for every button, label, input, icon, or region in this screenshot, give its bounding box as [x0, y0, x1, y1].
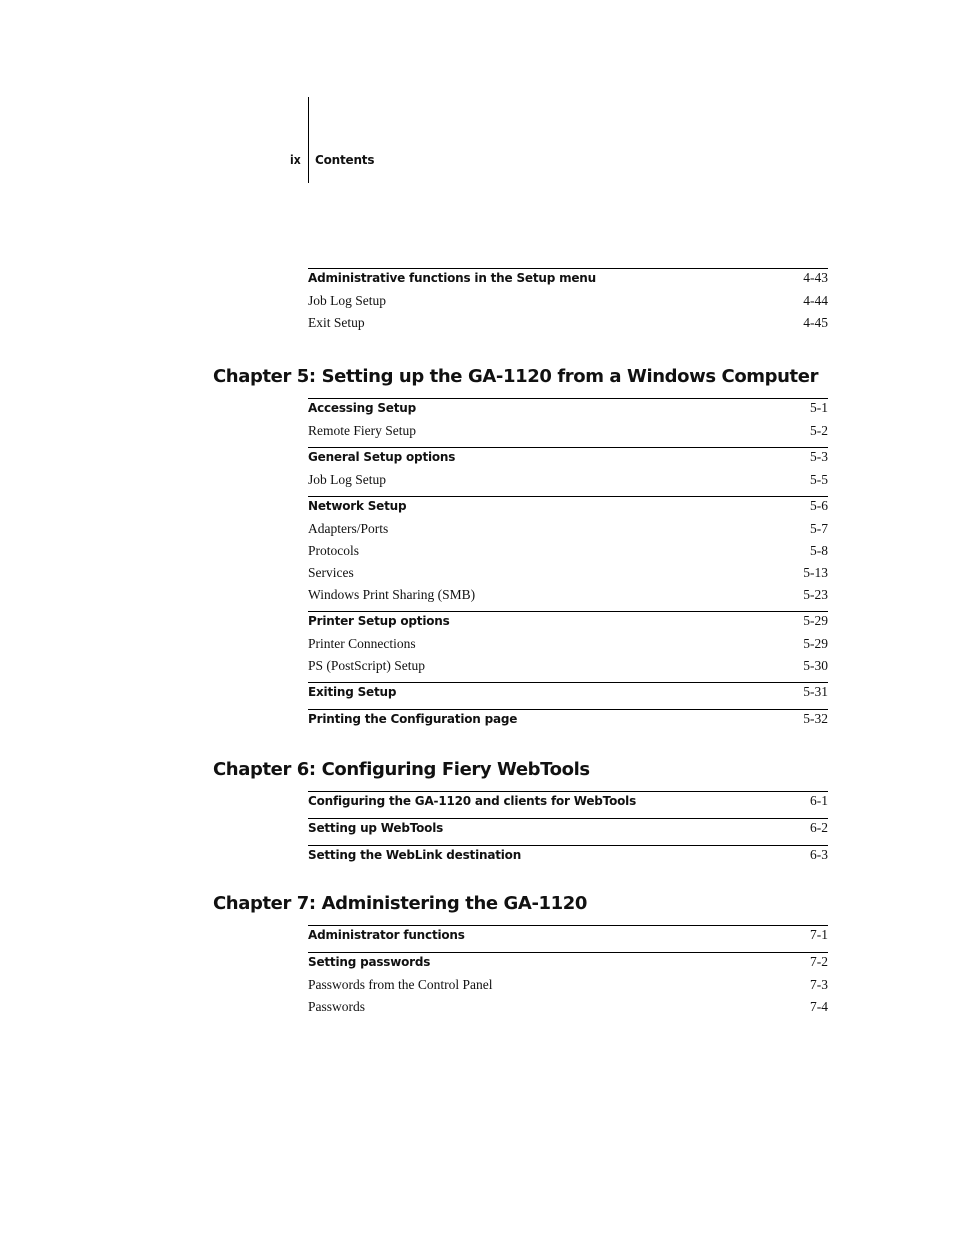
toc-subentry-page: 5-29 — [803, 636, 828, 651]
toc-subentry-page: 5-8 — [810, 543, 828, 558]
chapter-7-heading: Chapter 7: Administering the GA-1120 — [213, 893, 588, 914]
toc-subentry-title: Services — [308, 565, 354, 580]
toc-group — [308, 611, 828, 677]
toc-entry[interactable] — [308, 792, 828, 813]
toc-entry-title: Setting the WebLink destination — [308, 848, 522, 862]
toc-entry[interactable] — [308, 497, 828, 518]
toc-subentry-title: Windows Print Sharing (SMB) — [308, 587, 476, 602]
toc-subentry[interactable] — [308, 633, 828, 655]
toc-subentry[interactable] — [308, 312, 828, 334]
toc-subentry-title: Remote Fiery Setup — [308, 423, 416, 438]
toc-section-chapter-7 — [308, 925, 828, 1023]
toc-group — [308, 447, 828, 491]
toc-entry-title: General Setup options — [308, 450, 456, 464]
toc-subentry-title: PS (PostScript) Setup — [308, 658, 426, 673]
toc-section-chapter-6 — [308, 791, 828, 872]
toc-subentry-page: 4-45 — [803, 315, 828, 330]
toc-entry-page: 5-6 — [810, 498, 828, 513]
toc-entry-title: Administrative functions in the Setup menu — [308, 271, 596, 285]
toc-subentry-title: Adapters/Ports — [308, 521, 389, 536]
toc-entry-title: Exiting Setup — [308, 685, 397, 699]
toc-entry-page: 6-2 — [810, 820, 828, 835]
toc-group — [308, 398, 828, 442]
toc-entry-page: 4-43 — [803, 270, 828, 285]
toc-group — [308, 496, 828, 606]
toc-entry[interactable] — [308, 269, 828, 290]
toc-entry[interactable] — [308, 846, 828, 867]
toc-subentry-page: 4-44 — [803, 293, 828, 308]
toc-subentry-page: 5-7 — [810, 521, 828, 536]
toc-entry-page: 7-1 — [810, 927, 828, 942]
toc-entry[interactable] — [308, 683, 828, 704]
running-header — [280, 97, 480, 183]
toc-group — [308, 682, 828, 704]
toc-entry-page: 5-1 — [810, 400, 828, 415]
header-divider — [308, 97, 309, 183]
toc-entry[interactable] — [308, 819, 828, 840]
toc-subentry-title: Job Log Setup — [308, 472, 387, 487]
toc-entry-title: Setting up WebTools — [308, 821, 444, 835]
toc-entry[interactable] — [308, 612, 828, 633]
toc-group — [308, 818, 828, 840]
toc-subentry-title: Passwords from the Control Panel — [308, 977, 493, 992]
toc-subentry-title: Passwords — [308, 999, 366, 1014]
toc-group — [308, 709, 828, 731]
toc-subentry[interactable] — [308, 655, 828, 677]
toc-entry-title: Configuring the GA-1120 and clients for WebTools — [308, 794, 637, 808]
toc-entry-title: Printer Setup options — [308, 614, 450, 628]
toc-subentry-page: 7-4 — [810, 999, 828, 1014]
toc-entry-page: 6-3 — [810, 847, 828, 862]
toc-group — [308, 952, 828, 1018]
toc-subentry-title: Job Log Setup — [308, 293, 387, 308]
toc-subentry-page: 5-2 — [810, 423, 828, 438]
header-title: Contents — [315, 153, 375, 167]
toc-group — [308, 268, 828, 334]
toc-entry-page: 5-3 — [810, 449, 828, 464]
toc-entry-title: Printing the Configuration page — [308, 712, 518, 726]
chapter-6-heading: Chapter 6: Configuring Fiery WebTools — [213, 759, 590, 780]
toc-entry[interactable] — [308, 399, 828, 420]
toc-group — [308, 845, 828, 867]
toc-entry-title: Setting passwords — [308, 955, 431, 969]
toc-entry-page: 6-1 — [810, 793, 828, 808]
toc-entry[interactable] — [308, 448, 828, 469]
toc-subentry[interactable] — [308, 469, 828, 491]
toc-subentry-title: Printer Connections — [308, 636, 416, 651]
toc-entry-page: 5-31 — [803, 684, 828, 699]
toc-entry-page: 7-2 — [810, 954, 828, 969]
toc-subentry-page: 5-5 — [810, 472, 828, 487]
toc-entry[interactable] — [308, 710, 828, 731]
toc-section-chapter-4-continued — [308, 268, 828, 339]
toc-entry-title: Accessing Setup — [308, 401, 417, 415]
toc-subentry[interactable] — [308, 420, 828, 442]
toc-entry[interactable] — [308, 953, 828, 974]
toc-subentry-page: 7-3 — [810, 977, 828, 992]
toc-subentry[interactable] — [308, 518, 828, 540]
toc-subentry-title: Protocols — [308, 543, 360, 558]
toc-subentry-title: Exit Setup — [308, 315, 365, 330]
toc-subentry[interactable] — [308, 996, 828, 1018]
toc-subentry[interactable] — [308, 540, 828, 562]
toc-group — [308, 791, 828, 813]
toc-subentry[interactable] — [308, 290, 828, 312]
chapter-5-heading: Chapter 5: Setting up the GA-1120 from a Windows Computer — [213, 366, 819, 387]
page-number: ix — [290, 153, 301, 167]
toc-subentry-page: 5-13 — [803, 565, 828, 580]
toc-entry-title: Administrator functions — [308, 928, 465, 942]
toc-subentry[interactable] — [308, 974, 828, 996]
toc-subentry[interactable] — [308, 584, 828, 606]
toc-subentry-page: 5-23 — [803, 587, 828, 602]
toc-subentry-page: 5-30 — [803, 658, 828, 673]
toc-entry-page: 5-32 — [803, 711, 828, 726]
toc-entry[interactable] — [308, 926, 828, 947]
toc-group — [308, 925, 828, 947]
toc-subentry[interactable] — [308, 562, 828, 584]
toc-section-chapter-5 — [308, 398, 828, 736]
toc-entry-page: 5-29 — [803, 613, 828, 628]
toc-entry-title: Network Setup — [308, 499, 407, 513]
